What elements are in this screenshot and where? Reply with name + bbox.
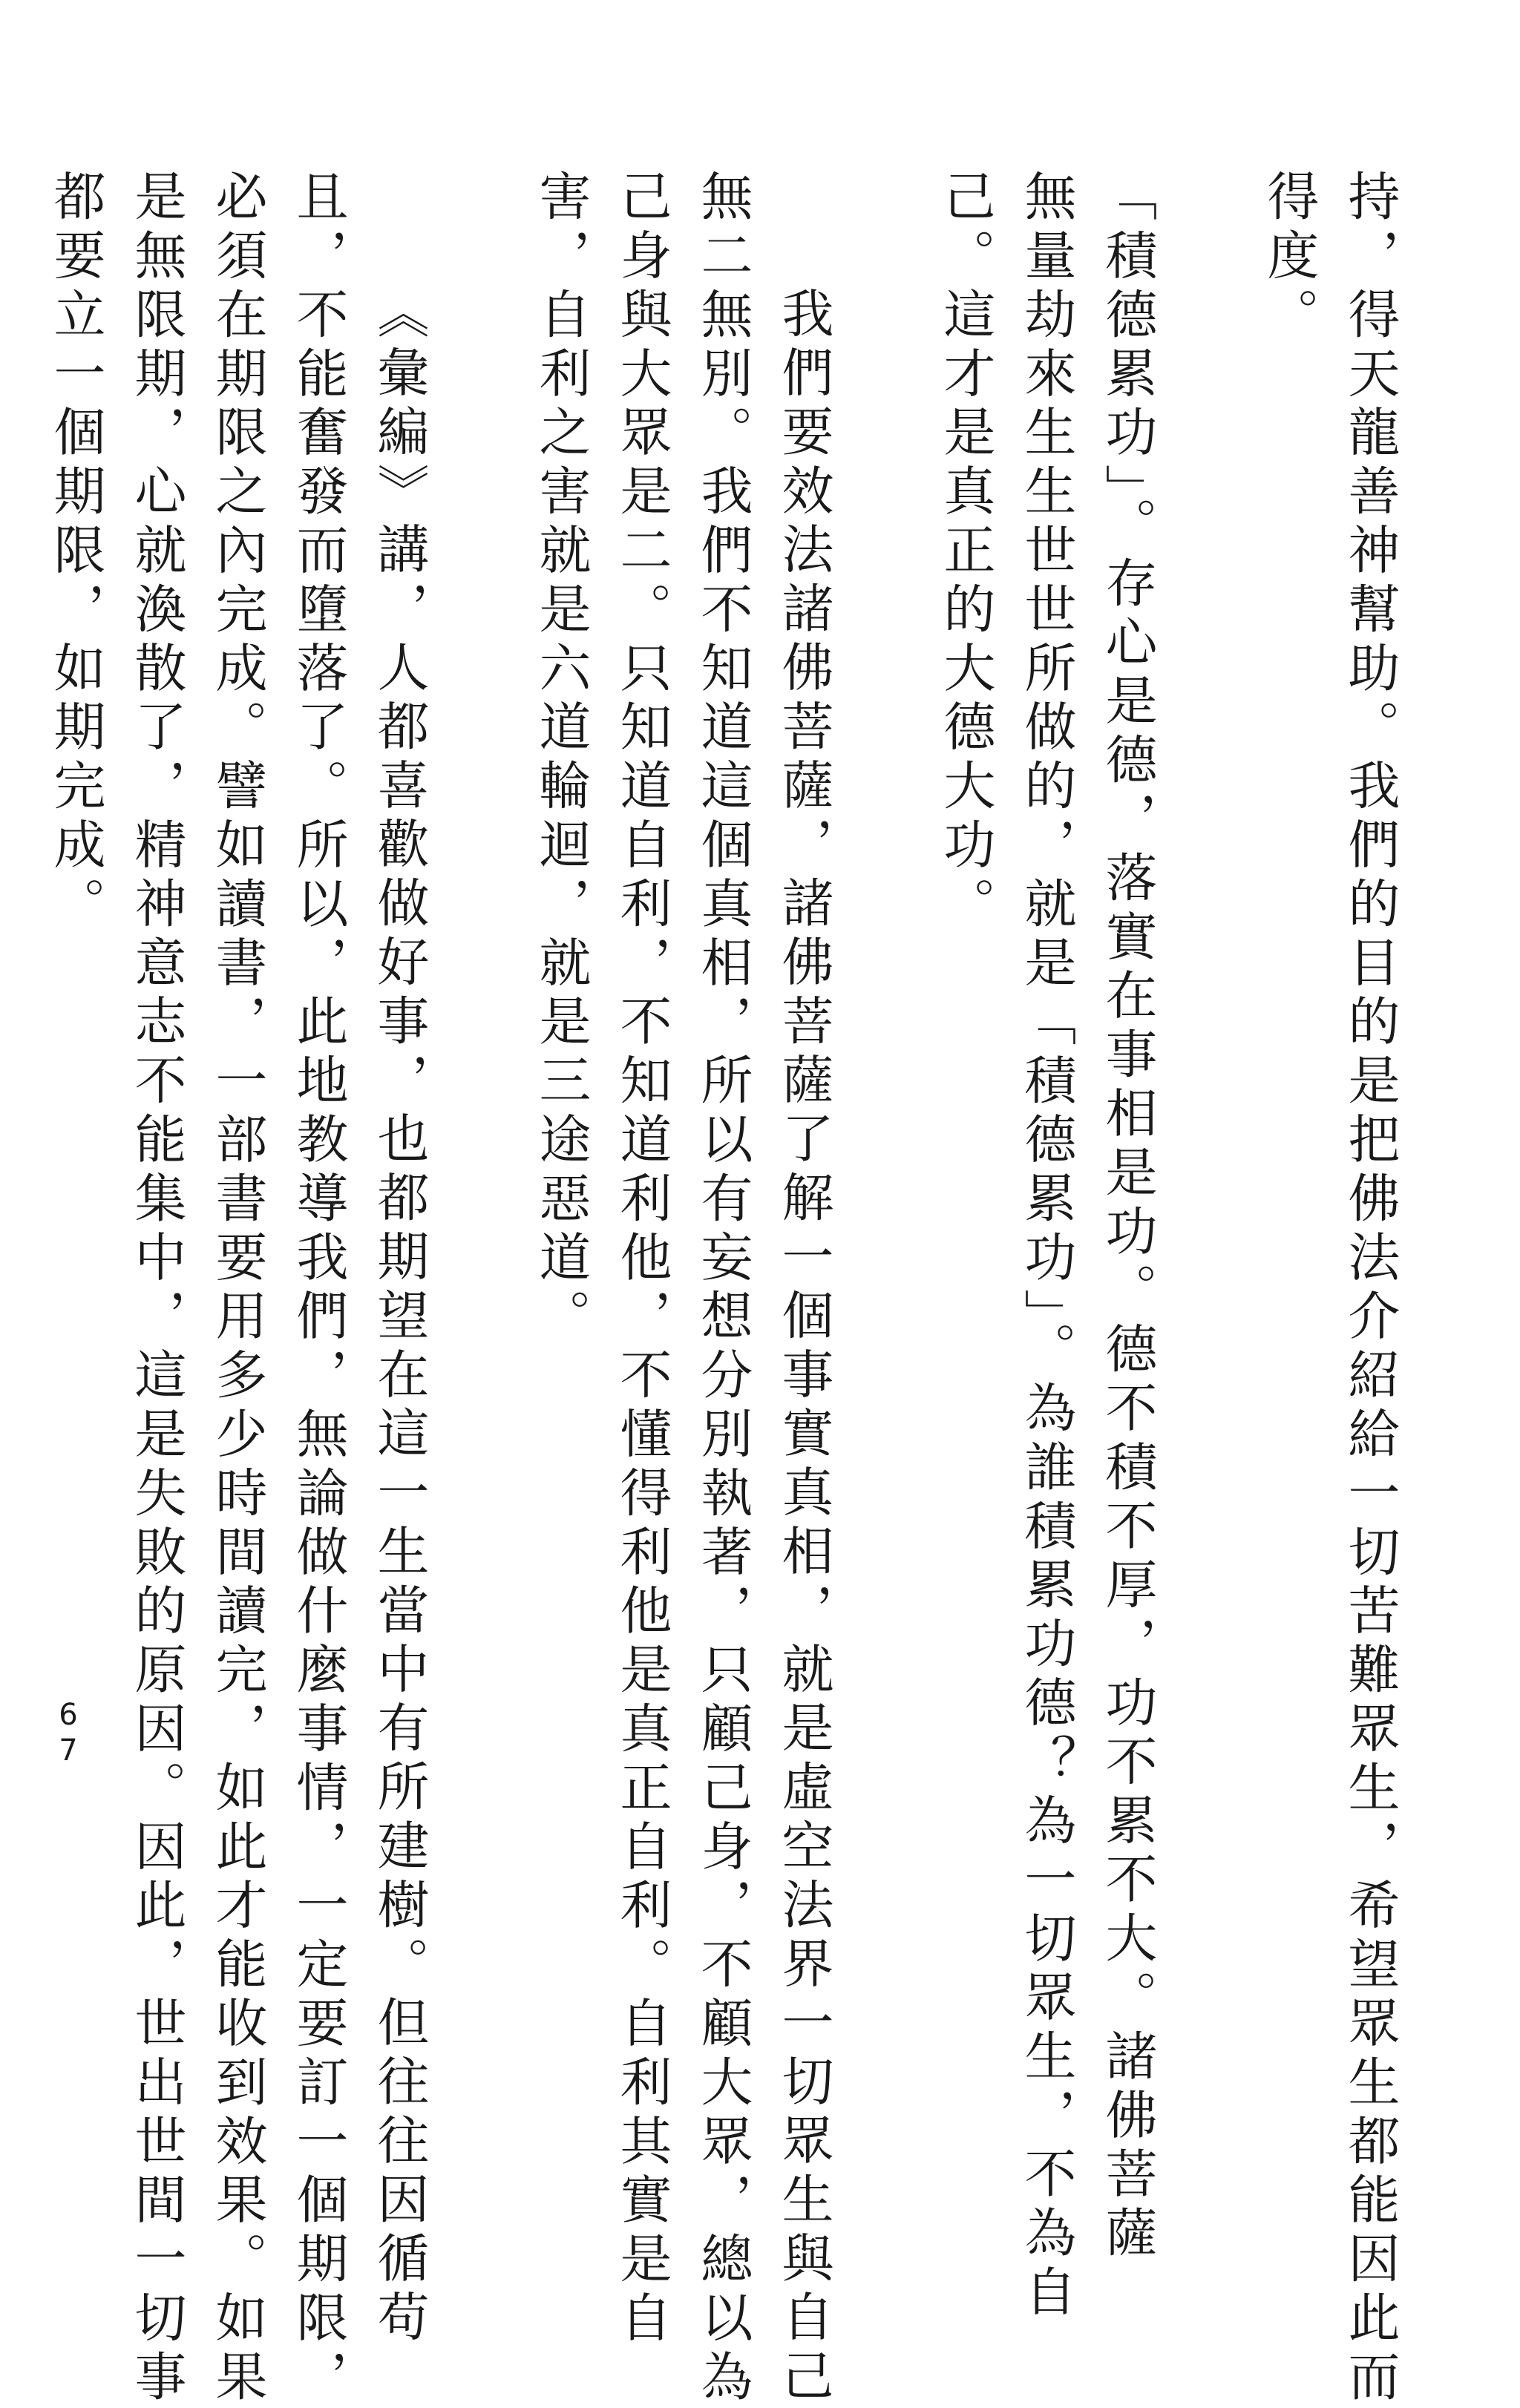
paragraph-spacer (1167, 169, 1248, 2039)
text-line-10: 《彙編》講，人都喜歡做好事，也都期望在這一生當中有所建樹。但往往因循苟 (369, 286, 430, 2349)
vertical-text-body (0, 169, 1410, 2408)
text-line-5: 己。這才是真正的大德大功。 (935, 169, 996, 936)
text-line-7: 無二無別。我們不知道這個真相，所以有妄想分別執著，只顧己身，不顧大眾，總以為 (692, 169, 753, 2408)
text-line-6: 我們要效法諸佛菩薩，諸佛菩薩了解一個事實真相，就是虛空法界一切眾生與自己 (773, 286, 834, 2408)
page-number: 67 (51, 1698, 85, 1769)
text-line-11: 且，不能奮發而墮落了。所以，此地教導我們，無論做什麼事情，一定要訂一個期限， (288, 169, 349, 2408)
text-line-14: 都要立一個期限，如期完成。 (45, 169, 106, 936)
paragraph-spacer (0, 169, 35, 2039)
paragraph-spacer (844, 169, 925, 2039)
text-line-3: 「積德累功」。存心是德，落實在事相是功。德不積不厚，功不累不大。諸佛菩薩 (1097, 169, 1158, 2265)
text-line-8: 己身與大眾是二。只知道自利，不知道利他，不懂得利他是真正自利。自利其實是自 (612, 169, 672, 2349)
text-line-13: 是無限期，心就渙散了，精神意志不能集中，這是失敗的原因。因此，世出世間一切事 (126, 169, 187, 2408)
text-line-12: 必須在期限之內完成。譬如讀書，一部書要用多少時間讀完，如此才能收到效果。如果 (207, 169, 268, 2408)
paragraph-spacer (439, 169, 520, 2039)
text-line-1: 持，得天龍善神幫助。我們的目的是把佛法介紹給一切苦難眾生，希望眾生都能因此而 (1340, 169, 1401, 2408)
text-line-2: 得度。 (1259, 169, 1320, 347)
text-line-4: 無量劫來生生世世所做的，就是「積德累功」。為誰積累功德？為一切眾生，不為自 (1016, 169, 1077, 2323)
text-line-9: 害，自利之害就是六道輪迴，就是三途惡道。 (531, 169, 592, 1348)
